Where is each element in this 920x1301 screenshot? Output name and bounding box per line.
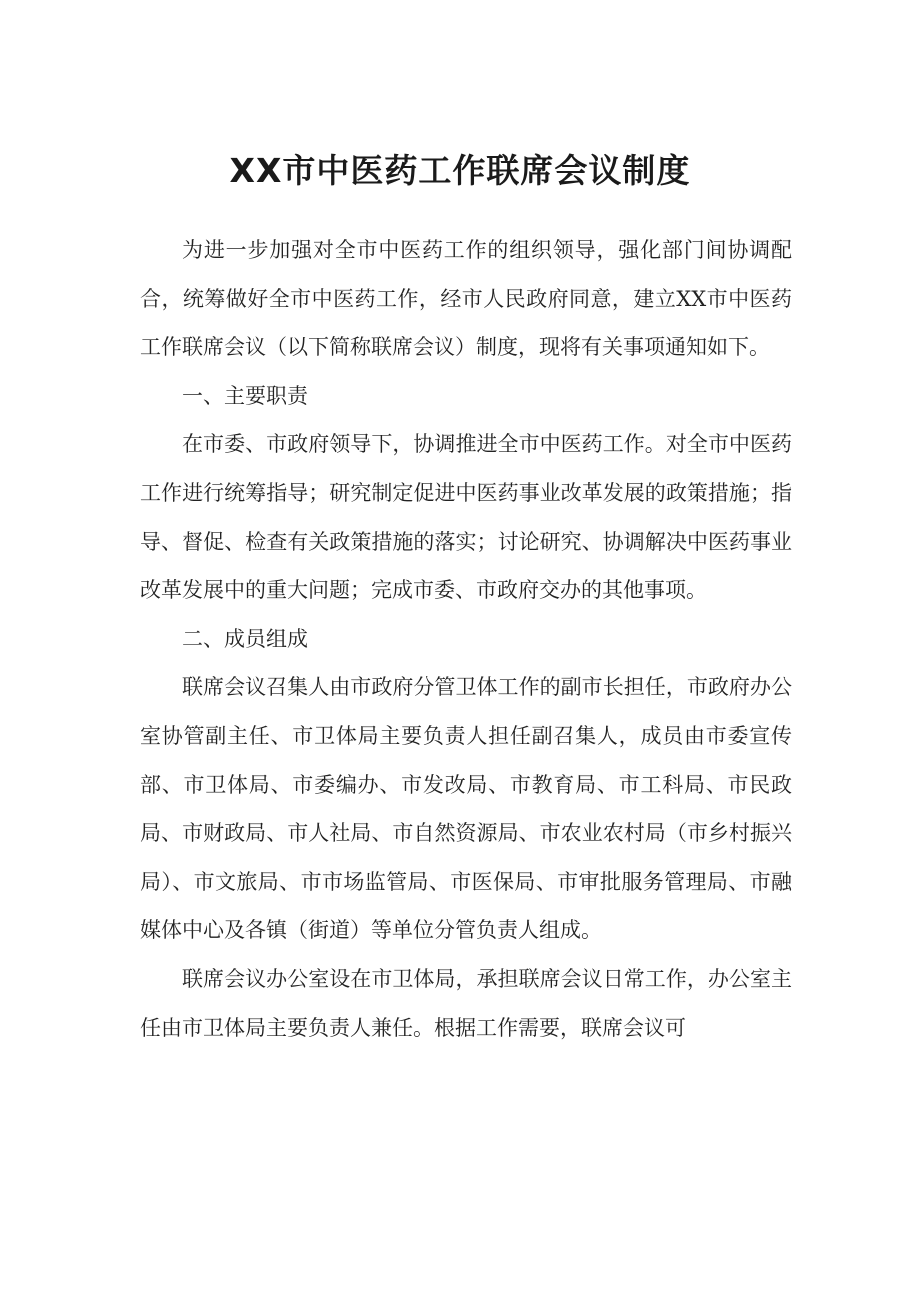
document-body bbox=[140, 226, 792, 1052]
section-heading-duties: 一、主要职责 bbox=[182, 383, 308, 408]
document-title: XX市中医药工作联席会议制度 bbox=[229, 151, 691, 191]
duties-paragraph: 在市委、市政府领导下，协调推进全市中医药工作。对全市中医药工作进行统筹指导；研究制定促进中医药事业改革发展的政策措施；指导、督促、检查有关政策措施的落实；讨论研究、协调解决中医药事业改革发展中的重大问题；完成市委、市政府交办的其他事项。 bbox=[140, 432, 792, 603]
intro-paragraph: 为进一步加强对全市中医药工作的组织领导，强化部门间协调配合，统筹做好全市中医药工作，经市人民政府同意，建立XX市中医药工作联席会议（以下简称联席会议）制度，现将有关事项通知如下。 bbox=[140, 238, 792, 360]
members-paragraph: 联席会议召集人由市政府分管卫体工作的副市长担任，市政府办公室协管副主任、市卫体局主要负责人担任副召集人，成员由市委宣传部、市卫体局、市委编办、市发改局、市教育局、市工科局、市民政局、市财政局、市人社局、市自然资源局、市农业农村局（市乡村振兴局）、市文旅局、市市场监管局、市医保局、市审批服务管理局、市融媒体中心及各镇（街道）等单位分管负责人组成。 bbox=[140, 675, 792, 943]
section-heading-members: 二、成员组成 bbox=[182, 626, 308, 651]
office-paragraph: 联席会议办公室设在市卫体局，承担联席会议日常工作，办公室主任由市卫体局主要负责人兼任。根据工作需要，联席会议可 bbox=[140, 966, 792, 1040]
